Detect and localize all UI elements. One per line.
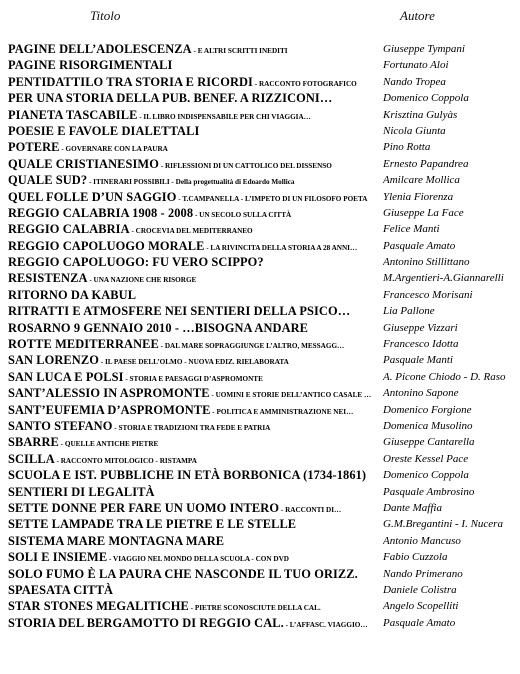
book-title-main: REGGIO CALABRIA <box>8 222 130 237</box>
list-item <box>0 139 520 155</box>
book-author: Domenico Forgione <box>383 403 472 416</box>
book-subtitle: - QUELLE ANTICHE PIETRE <box>58 440 159 449</box>
book-subtitle: - RIFLESSIONI DI UN CATTOLICO DEL DISSENSO <box>158 161 332 170</box>
book-subtitle: - E ALTRI SCRITTI INEDITI <box>191 47 288 55</box>
list-item <box>0 254 520 270</box>
book-author: Ernesto Papandrea <box>383 157 469 170</box>
list-item <box>0 516 520 532</box>
book-author: Nicola Giunta <box>383 124 446 137</box>
book-title-main: PAGINE RISORGIMENTALI <box>8 58 173 73</box>
book-subtitle: - POLITICA E AMMINISTRAZIONE NEI… <box>210 407 354 416</box>
list-item <box>0 270 520 286</box>
book-author: Amilcare Mollica <box>383 174 460 187</box>
book-subtitle: - L’AFFASC. VIAGGIO… <box>283 620 368 629</box>
book-title-main: SANT’EUFEMIA D’ASPROMONTE <box>8 402 211 417</box>
book-title-main: SBARRE <box>8 435 59 450</box>
list-item <box>0 434 520 450</box>
list-item <box>0 615 520 631</box>
book-title-main: SISTEMA MARE MONTAGNA MARE <box>8 533 225 548</box>
book-author: Fabio Cuzzola <box>383 551 448 564</box>
book-author: Pino Rotta <box>383 141 431 154</box>
book-subtitle: - PIETRE SCONOSCIUTE DELLA CAL. <box>188 604 321 613</box>
list-item <box>0 533 520 549</box>
list-item <box>0 484 520 500</box>
book-title-main: PER UNA STORIA DELLA PUB. BENEF. A RIZZICONI… <box>8 91 333 106</box>
book-title-main: SANTO STEFANO <box>8 418 113 433</box>
book-title-main: REGGIO CAPOLUOGO: FU VERO SCIPPO? <box>8 255 264 270</box>
list-item <box>0 123 520 139</box>
book-author: Giuseppe La Face <box>383 206 464 219</box>
list-item <box>0 582 520 598</box>
book-subtitle: - IL PAESE DELL’OLMO - NUOVA EDIZ. RIELABORATA <box>98 358 289 367</box>
author-column-header: Autore <box>400 8 435 23</box>
book-subtitle: - RACCONTO FOTOGRAFICO <box>252 79 357 88</box>
book-author: Dante Maffia <box>383 501 442 514</box>
book-subtitle: - IL LIBRO INDISPENSABILE PER CHI VIAGGIA… <box>137 112 311 121</box>
book-author: Oreste Kessel Pace <box>383 452 469 465</box>
book-subtitle: - VIAGGIO NEL MONDO DELLA SCUOLA - CON DVD <box>107 555 289 564</box>
list-item <box>0 189 520 205</box>
list-item <box>0 549 520 565</box>
book-subtitle: - RACCONTI DI… <box>279 505 342 514</box>
book-title-main: RITRATTI E ATMOSFERE NEI SENTIERI DELLA PSICO… <box>8 304 351 319</box>
book-author: M.Argentieri-A.Giannarelli <box>383 272 504 285</box>
book-title-main: SPAESATA CITTÀ <box>8 582 114 597</box>
book-subtitle: - ITINERARI POSSIBILI - Della progettualità di Edoardo Mollica <box>87 178 295 187</box>
book-title-main: PIANETA TASCABILE <box>8 107 138 122</box>
book-author: Pasquale Amato <box>383 239 456 252</box>
list-item <box>0 336 520 352</box>
book-author: Krisztina Gulyàs <box>383 108 458 121</box>
book-title-main: SCILLA <box>8 451 55 466</box>
book-author: Francesco Idotta <box>383 338 459 351</box>
book-author: Pasquale Amato <box>383 616 456 629</box>
book-subtitle: - T.CAMPANELLA - L’IMPETO DI UN FILOSOFO POETA <box>176 194 368 203</box>
book-title-main: RITORNO DA KABUL <box>8 287 137 302</box>
list-item <box>0 107 520 123</box>
list-item <box>0 205 520 221</box>
book-subtitle: - GOVERNARE CON LA PAURA <box>59 145 168 154</box>
book-author: A. Picone Chiodo - D. Raso <box>383 370 506 383</box>
book-author: Fortunato Aloi <box>383 59 449 72</box>
book-author: Giuseppe Tympani <box>383 43 465 55</box>
book-title-main: PAGINE DELL’ADOLESCENZA <box>8 42 192 56</box>
book-subtitle: - UN SECOLO SULLA CITTÀ <box>193 210 292 219</box>
list-item <box>0 172 520 188</box>
book-title-main: SOLO FUMO È LA PAURA CHE NASCONDE IL TUO ORIZZ. <box>8 566 358 581</box>
book-subtitle: - UNA NAZIONE CHE RISORGE <box>87 276 197 285</box>
book-title-main: ROSARNO 9 GENNAIO 2010 - …BISOGNA ANDARE <box>8 320 309 335</box>
book-title-main: ROTTE MEDITERRANEE <box>8 337 159 352</box>
book-author: Antonino Stillittano <box>383 256 470 269</box>
book-author: Lia Pallone <box>383 305 435 318</box>
list-item <box>0 320 520 336</box>
book-title-main: RESISTENZA <box>8 271 88 286</box>
list-item <box>0 385 520 401</box>
list-item <box>0 221 520 237</box>
list-item <box>0 238 520 254</box>
list-item <box>0 500 520 516</box>
title-column-header: Titolo <box>90 8 121 23</box>
book-title-main: SOLI E INSIEME <box>8 550 108 565</box>
book-author: G.M.Bregantini - I. Nucera <box>383 518 503 531</box>
book-title-main: REGGIO CALABRIA 1908 - 2008 <box>8 205 194 220</box>
book-subtitle: - CROCEVIA DEL MEDITERRANEO <box>129 227 253 236</box>
book-list <box>0 41 520 631</box>
book-subtitle: - UOMINI E STORIE DELL’ANTICO CASALE … <box>209 391 372 400</box>
book-title-main: POTERE <box>8 140 60 155</box>
book-title-main: STORIA DEL BERGAMOTTO DI REGGIO CAL. <box>8 615 284 630</box>
book-author: Nando Primerano <box>383 567 463 580</box>
book-author: Nando Tropea <box>383 75 446 88</box>
list-item <box>0 598 520 614</box>
list-item <box>0 369 520 385</box>
list-item <box>0 402 520 418</box>
book-subtitle: - RACCONTO MITOLOGICO - RISTAMPA <box>54 456 197 465</box>
list-item <box>0 451 520 467</box>
book-title-main: REGGIO CAPOLUOGO MORALE <box>8 238 205 253</box>
book-title-main: QUEL FOLLE D’UN SAGGIO <box>8 189 177 204</box>
book-author: Antonio Mancuso <box>383 534 461 547</box>
book-author: Domenico Coppola <box>383 92 469 105</box>
list-item <box>0 418 520 434</box>
book-title-main: SANT’ALESSIO IN ASPROMONTE <box>8 386 210 401</box>
book-author: Francesco Morisani <box>383 288 473 301</box>
list-item <box>0 566 520 582</box>
book-title-main: SETTE DONNE PER FARE UN UOMO INTERO <box>8 500 280 515</box>
book-author: Antonino Sapone <box>383 387 459 400</box>
list-item <box>0 303 520 319</box>
book-subtitle: - STORIA E PAESAGGI D’ASPROMONTE <box>123 374 263 383</box>
book-title <box>8 615 380 633</box>
book-title-main: SCUOLA E IST. PUBBLICHE IN ETÀ BORBONICA (1734-1861) <box>8 468 367 483</box>
list-item <box>0 467 520 483</box>
list-item <box>0 41 520 57</box>
book-subtitle: - DAL MARE SOPRAGGIUNGE L’ALTRO, MESSAGG… <box>158 342 345 351</box>
book-author: Daniele Colistra <box>383 583 457 596</box>
book-title-main: SAN LORENZO <box>8 353 99 368</box>
book-title-main: QUALE SUD? <box>8 173 88 188</box>
book-title-main: QUALE CRISTIANESIMO <box>8 156 159 171</box>
book-author: Felice Manti <box>383 223 440 236</box>
book-title-main: POESIE E FAVOLE DIALETTALI <box>8 123 200 138</box>
book-title-main: PENTIDATTILO TRA STORIA E RICORDI <box>8 74 253 89</box>
book-author: Domenica Musolino <box>383 419 473 432</box>
book-title-main: SENTIERI DI LEGALITÀ <box>8 484 155 499</box>
column-header <box>0 6 520 26</box>
list-item <box>0 74 520 90</box>
book-author: Pasquale Manti <box>383 354 453 367</box>
book-author: Angelo Scopelliti <box>383 600 459 613</box>
book-title-main: SETTE LAMPADE TRA LE PIETRE E LE STELLE <box>8 517 297 532</box>
book-author: Giuseppe Cantarella <box>383 436 475 449</box>
list-item <box>0 57 520 73</box>
book-author: Domenico Coppola <box>383 469 469 482</box>
book-author: Giuseppe Vizzari <box>383 321 458 334</box>
book-author: Pasquale Ambrosino <box>383 485 475 498</box>
list-item <box>0 90 520 106</box>
list-item <box>0 156 520 172</box>
book-subtitle: - LA RIVINCITA DELLA STORIA A 28 ANNI… <box>204 243 358 252</box>
list-item <box>0 352 520 368</box>
book-title-main: STAR STONES MEGALITICHE <box>8 599 189 614</box>
book-subtitle: - STORIA E TRADIZIONI TRA FEDE E PATRIA <box>112 423 271 432</box>
book-title-main: SAN LUCA E POLSI <box>8 369 124 384</box>
list-item <box>0 287 520 303</box>
book-author: Ylenia Fiorenza <box>383 190 454 203</box>
